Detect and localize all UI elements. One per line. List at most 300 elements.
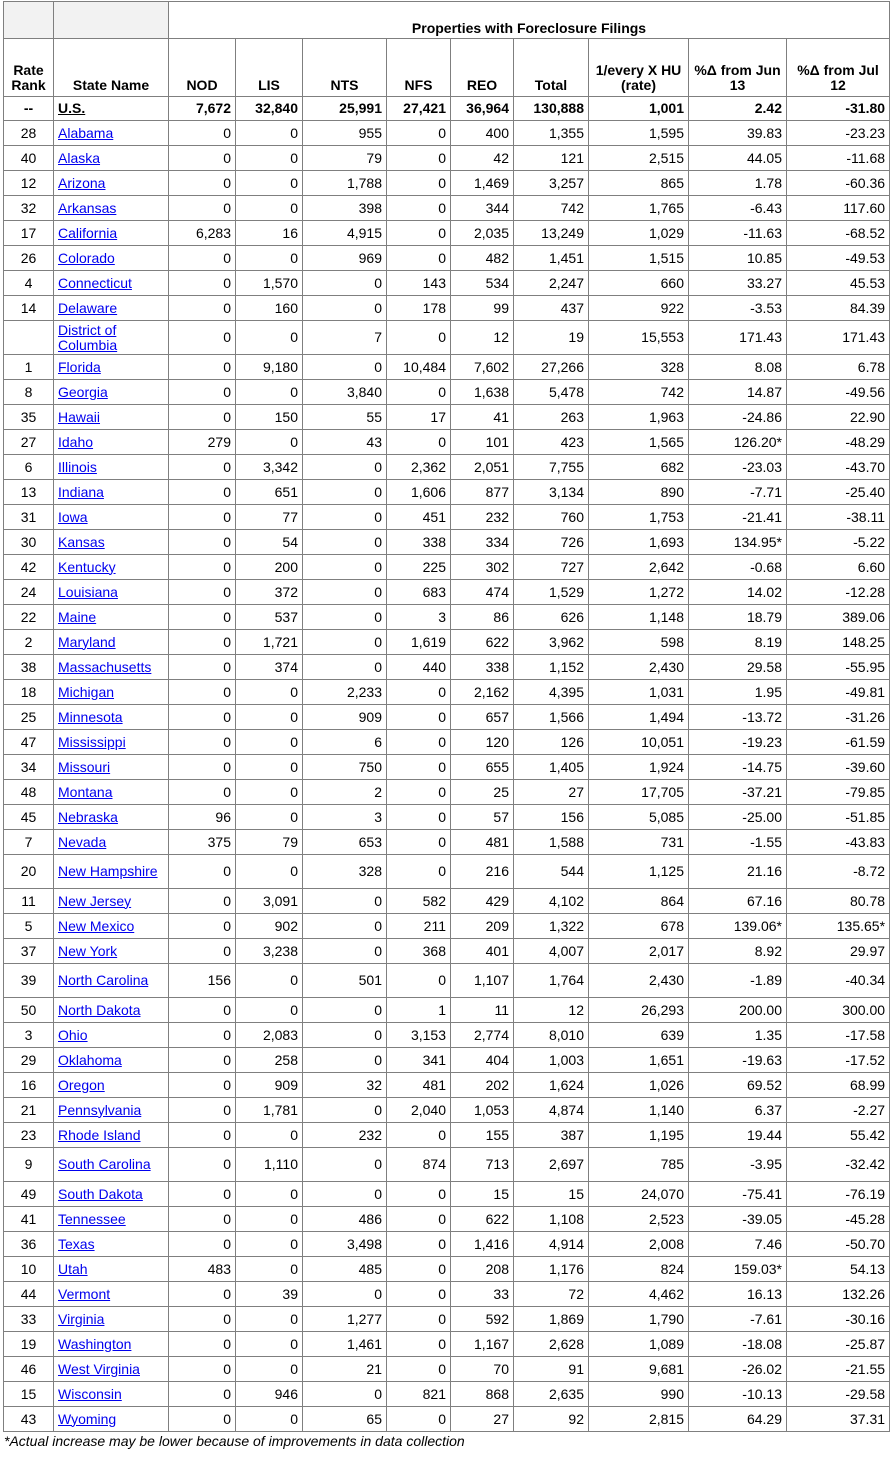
cell-state bbox=[54, 246, 169, 271]
cell-change-month: -1.89 bbox=[689, 964, 787, 998]
state-link[interactable]: Mississippi bbox=[58, 733, 126, 750]
state-link[interactable]: South Dakota bbox=[58, 1185, 143, 1202]
cell-change-month: 39.83 bbox=[689, 121, 787, 146]
cell-nod: 0 bbox=[169, 730, 236, 755]
cell-rate: 890 bbox=[589, 480, 689, 505]
table-row bbox=[4, 405, 890, 430]
state-link[interactable]: Texas bbox=[58, 1235, 95, 1252]
cell-total: 19 bbox=[514, 321, 589, 355]
state-link[interactable]: Illinois bbox=[58, 458, 97, 475]
state-link[interactable]: North Carolina bbox=[58, 972, 149, 988]
cell-nod: 0 bbox=[169, 1148, 236, 1182]
state-link[interactable]: Maine bbox=[58, 608, 97, 625]
table-row bbox=[4, 805, 890, 830]
cell-total: 544 bbox=[514, 855, 589, 889]
state-link[interactable]: Arkansas bbox=[58, 199, 117, 216]
cell-lis: 0 bbox=[236, 998, 303, 1023]
cell-state bbox=[54, 405, 169, 430]
cell-nod: 375 bbox=[169, 830, 236, 855]
state-link[interactable]: Kansas bbox=[58, 533, 105, 550]
col-header-change-month: %Δ from Jun 13 bbox=[689, 39, 787, 97]
table-row bbox=[4, 1307, 890, 1332]
cell-rank: 1 bbox=[4, 355, 54, 380]
cell-reo: 868 bbox=[451, 1382, 514, 1407]
cell-lis: 3,238 bbox=[236, 939, 303, 964]
cell-change-year: -21.55 bbox=[787, 1357, 890, 1382]
table-row bbox=[4, 630, 890, 655]
state-link[interactable]: District of Columbia bbox=[58, 321, 118, 353]
us-state-link[interactable]: U.S. bbox=[58, 100, 86, 116]
cell-rank: 2 bbox=[4, 630, 54, 655]
cell-nfs: 0 bbox=[387, 1307, 451, 1332]
cell-nfs: 821 bbox=[387, 1382, 451, 1407]
cell-nod: 0 bbox=[169, 1332, 236, 1357]
cell-total: 2,628 bbox=[514, 1332, 589, 1357]
state-link[interactable]: California bbox=[58, 224, 118, 241]
foreclosure-table bbox=[3, 1, 890, 1432]
cell-nod: 0 bbox=[169, 405, 236, 430]
cell-total: 15 bbox=[514, 1182, 589, 1207]
cell-nod: 0 bbox=[169, 1407, 236, 1432]
cell-rate: 639 bbox=[589, 1023, 689, 1048]
cell-state bbox=[54, 271, 169, 296]
cell-nod: 0 bbox=[169, 914, 236, 939]
cell-nts: 398 bbox=[303, 196, 387, 221]
cell-total: 1,529 bbox=[514, 580, 589, 605]
cell-change-month: 1.95 bbox=[689, 680, 787, 705]
cell-rate: 824 bbox=[589, 1257, 689, 1282]
cell-nts: 3 bbox=[303, 805, 387, 830]
cell-change-month: 1.78 bbox=[689, 171, 787, 196]
cell-state bbox=[54, 555, 169, 580]
cell-change-month: -6.43 bbox=[689, 196, 787, 221]
cell-change-month: 14.02 bbox=[689, 580, 787, 605]
cell-rate: 660 bbox=[589, 271, 689, 296]
cell-total: 1,869 bbox=[514, 1307, 589, 1332]
us-lis: 32,840 bbox=[236, 97, 303, 121]
cell-rank: 11 bbox=[4, 889, 54, 914]
cell-lis: 160 bbox=[236, 296, 303, 321]
cell-nts: 0 bbox=[303, 998, 387, 1023]
cell-nts: 65 bbox=[303, 1407, 387, 1432]
cell-lis: 77 bbox=[236, 505, 303, 530]
cell-state bbox=[54, 1148, 169, 1182]
cell-nfs: 0 bbox=[387, 121, 451, 146]
table-row bbox=[4, 1048, 890, 1073]
cell-total: 1,003 bbox=[514, 1048, 589, 1073]
cell-lis: 0 bbox=[236, 1123, 303, 1148]
cell-rate: 678 bbox=[589, 914, 689, 939]
us-total: 130,888 bbox=[514, 97, 589, 121]
cell-nts: 0 bbox=[303, 580, 387, 605]
table-row bbox=[4, 1148, 890, 1182]
cell-rate: 10,051 bbox=[589, 730, 689, 755]
cell-total: 387 bbox=[514, 1123, 589, 1148]
table-row bbox=[4, 705, 890, 730]
table-row bbox=[4, 455, 890, 480]
cell-reo: 401 bbox=[451, 939, 514, 964]
cell-nfs: 143 bbox=[387, 271, 451, 296]
cell-rank: 19 bbox=[4, 1332, 54, 1357]
cell-reo: 400 bbox=[451, 121, 514, 146]
cell-total: 742 bbox=[514, 196, 589, 221]
state-link[interactable]: Connecticut bbox=[58, 274, 132, 291]
state-link[interactable]: Oklahoma bbox=[58, 1051, 122, 1068]
state-link[interactable]: Virginia bbox=[58, 1310, 105, 1327]
cell-reo: 216 bbox=[451, 855, 514, 889]
us-change-month: 2.42 bbox=[689, 97, 787, 121]
table-row bbox=[4, 1098, 890, 1123]
cell-reo: 25 bbox=[451, 780, 514, 805]
state-link[interactable]: Louisiana bbox=[58, 583, 118, 600]
state-link[interactable]: Nebraska bbox=[58, 808, 118, 825]
cell-state bbox=[54, 221, 169, 246]
cell-change-month: 18.79 bbox=[689, 605, 787, 630]
cell-change-month: -37.21 bbox=[689, 780, 787, 805]
cell-state bbox=[54, 1332, 169, 1357]
cell-rate: 1,195 bbox=[589, 1123, 689, 1148]
cell-nod: 0 bbox=[169, 855, 236, 889]
cell-change-month: 21.16 bbox=[689, 855, 787, 889]
cell-lis: 0 bbox=[236, 380, 303, 405]
cell-change-year: 55.42 bbox=[787, 1123, 890, 1148]
us-nod: 7,672 bbox=[169, 97, 236, 121]
cell-change-year: -5.22 bbox=[787, 530, 890, 555]
cell-lis: 0 bbox=[236, 1257, 303, 1282]
cell-nfs: 0 bbox=[387, 221, 451, 246]
cell-rate: 731 bbox=[589, 830, 689, 855]
cell-total: 13,249 bbox=[514, 221, 589, 246]
cell-change-month: -7.61 bbox=[689, 1307, 787, 1332]
cell-lis: 0 bbox=[236, 121, 303, 146]
cell-rank: 23 bbox=[4, 1123, 54, 1148]
cell-state bbox=[54, 1257, 169, 1282]
state-link[interactable]: New York bbox=[58, 942, 118, 959]
table-row bbox=[4, 1073, 890, 1098]
cell-nts: 0 bbox=[303, 296, 387, 321]
state-link[interactable]: New Hampshire bbox=[58, 863, 158, 879]
cell-total: 263 bbox=[514, 405, 589, 430]
cell-state bbox=[54, 680, 169, 705]
cell-change-month: -14.75 bbox=[689, 755, 787, 780]
cell-state bbox=[54, 1023, 169, 1048]
cell-lis: 909 bbox=[236, 1073, 303, 1098]
cell-rate: 1,693 bbox=[589, 530, 689, 555]
cell-total: 27 bbox=[514, 780, 589, 805]
state-link[interactable]: West Virginia bbox=[58, 1360, 140, 1377]
cell-reo: 429 bbox=[451, 889, 514, 914]
cell-total: 12 bbox=[514, 998, 589, 1023]
cell-change-month: -10.13 bbox=[689, 1382, 787, 1407]
cell-lis: 0 bbox=[236, 246, 303, 271]
cell-state bbox=[54, 1382, 169, 1407]
cell-nts: 43 bbox=[303, 430, 387, 455]
cell-reo: 1,053 bbox=[451, 1098, 514, 1123]
cell-lis: 0 bbox=[236, 1407, 303, 1432]
cell-rate: 1,089 bbox=[589, 1332, 689, 1357]
cell-nfs: 874 bbox=[387, 1148, 451, 1182]
cell-nts: 55 bbox=[303, 405, 387, 430]
state-link[interactable]: Alaska bbox=[58, 149, 101, 166]
cell-nts: 955 bbox=[303, 121, 387, 146]
cell-nfs: 17 bbox=[387, 405, 451, 430]
cell-nfs: 0 bbox=[387, 855, 451, 889]
us-rank: -- bbox=[4, 97, 54, 121]
cell-nod: 0 bbox=[169, 1307, 236, 1332]
cell-nts: 653 bbox=[303, 830, 387, 855]
cell-rank: 3 bbox=[4, 1023, 54, 1048]
cell-nts: 2 bbox=[303, 780, 387, 805]
cell-reo: 877 bbox=[451, 480, 514, 505]
cell-nfs: 368 bbox=[387, 939, 451, 964]
us-total-row bbox=[4, 97, 890, 121]
cell-rank: 36 bbox=[4, 1232, 54, 1257]
cell-total: 1,355 bbox=[514, 121, 589, 146]
state-link[interactable]: Michigan bbox=[58, 683, 115, 700]
cell-total: 1,624 bbox=[514, 1073, 589, 1098]
cell-change-month: 69.52 bbox=[689, 1073, 787, 1098]
cell-rate: 864 bbox=[589, 889, 689, 914]
cell-nfs: 582 bbox=[387, 889, 451, 914]
cell-nod: 0 bbox=[169, 1073, 236, 1098]
cell-rank: 47 bbox=[4, 730, 54, 755]
table-row bbox=[4, 321, 890, 355]
cell-nfs: 0 bbox=[387, 1257, 451, 1282]
cell-rank: 24 bbox=[4, 580, 54, 605]
cell-change-month: -75.41 bbox=[689, 1182, 787, 1207]
cell-change-month: 19.44 bbox=[689, 1123, 787, 1148]
state-link[interactable]: New Mexico bbox=[58, 917, 135, 934]
cell-change-year: -12.28 bbox=[787, 580, 890, 605]
cell-total: 1,176 bbox=[514, 1257, 589, 1282]
cell-rank: 20 bbox=[4, 855, 54, 889]
cell-change-month: -0.68 bbox=[689, 555, 787, 580]
state-link[interactable]: Arizona bbox=[58, 174, 106, 191]
cell-state bbox=[54, 939, 169, 964]
us-rate: 1,001 bbox=[589, 97, 689, 121]
cell-lis: 0 bbox=[236, 755, 303, 780]
state-link[interactable]: Idaho bbox=[58, 433, 94, 450]
cell-reo: 2,774 bbox=[451, 1023, 514, 1048]
cell-lis: 0 bbox=[236, 1182, 303, 1207]
cell-nts: 1,788 bbox=[303, 171, 387, 196]
table-row bbox=[4, 889, 890, 914]
cell-change-year: -25.87 bbox=[787, 1332, 890, 1357]
cell-reo: 657 bbox=[451, 705, 514, 730]
header-blank-rank bbox=[4, 2, 54, 39]
cell-rate: 1,753 bbox=[589, 505, 689, 530]
cell-nts: 0 bbox=[303, 889, 387, 914]
cell-lis: 946 bbox=[236, 1382, 303, 1407]
cell-rank: 25 bbox=[4, 705, 54, 730]
cell-reo: 1,638 bbox=[451, 380, 514, 405]
table-row bbox=[4, 855, 890, 889]
cell-reo: 27 bbox=[451, 1407, 514, 1432]
cell-reo: 482 bbox=[451, 246, 514, 271]
cell-rate: 2,642 bbox=[589, 555, 689, 580]
cell-nts: 3,498 bbox=[303, 1232, 387, 1257]
cell-state bbox=[54, 1407, 169, 1432]
cell-reo: 101 bbox=[451, 430, 514, 455]
cell-change-year: -76.19 bbox=[787, 1182, 890, 1207]
cell-rate: 1,148 bbox=[589, 605, 689, 630]
cell-nfs: 0 bbox=[387, 964, 451, 998]
cell-change-year: -40.34 bbox=[787, 964, 890, 998]
cell-change-month: 126.20* bbox=[689, 430, 787, 455]
state-link[interactable]: Alabama bbox=[58, 124, 114, 141]
cell-rank: 5 bbox=[4, 914, 54, 939]
state-link[interactable]: Minnesota bbox=[58, 708, 123, 725]
cell-state bbox=[54, 1207, 169, 1232]
cell-nts: 0 bbox=[303, 655, 387, 680]
cell-nts: 0 bbox=[303, 271, 387, 296]
cell-change-month: -13.72 bbox=[689, 705, 787, 730]
cell-lis: 79 bbox=[236, 830, 303, 855]
cell-state bbox=[54, 505, 169, 530]
cell-rate: 2,430 bbox=[589, 655, 689, 680]
cell-state bbox=[54, 855, 169, 889]
cell-nod: 0 bbox=[169, 455, 236, 480]
state-link[interactable]: Massachusetts bbox=[58, 658, 152, 675]
cell-rate: 1,140 bbox=[589, 1098, 689, 1123]
table-row bbox=[4, 1182, 890, 1207]
cell-nod: 0 bbox=[169, 480, 236, 505]
cell-reo: 334 bbox=[451, 530, 514, 555]
cell-change-year: -50.70 bbox=[787, 1232, 890, 1257]
table-row bbox=[4, 755, 890, 780]
cell-reo: 481 bbox=[451, 830, 514, 855]
state-link[interactable]: Hawaii bbox=[58, 408, 101, 425]
cell-nts: 2,233 bbox=[303, 680, 387, 705]
foreclosure-report bbox=[3, 1, 889, 1449]
state-link[interactable]: Iowa bbox=[58, 508, 88, 525]
state-link[interactable]: Washington bbox=[58, 1335, 132, 1352]
cell-nod: 0 bbox=[169, 146, 236, 171]
state-link[interactable]: Montana bbox=[58, 783, 113, 800]
cell-nod: 0 bbox=[169, 555, 236, 580]
state-link[interactable]: Indiana bbox=[58, 483, 104, 500]
state-link[interactable]: Missouri bbox=[58, 758, 111, 775]
cell-nts: 0 bbox=[303, 939, 387, 964]
cell-total: 1,588 bbox=[514, 830, 589, 855]
cell-nfs: 0 bbox=[387, 1232, 451, 1257]
state-link[interactable]: Wisconsin bbox=[58, 1385, 122, 1402]
table-row bbox=[4, 655, 890, 680]
cell-state bbox=[54, 430, 169, 455]
table-row bbox=[4, 1123, 890, 1148]
cell-total: 1,451 bbox=[514, 246, 589, 271]
cell-lis: 0 bbox=[236, 680, 303, 705]
cell-nfs: 0 bbox=[387, 171, 451, 196]
cell-total: 726 bbox=[514, 530, 589, 555]
state-link[interactable]: Maryland bbox=[58, 633, 116, 650]
table-row bbox=[4, 730, 890, 755]
cell-rank: 33 bbox=[4, 1307, 54, 1332]
cell-nod: 0 bbox=[169, 246, 236, 271]
cell-change-year: -8.72 bbox=[787, 855, 890, 889]
cell-total: 156 bbox=[514, 805, 589, 830]
cell-change-month: 29.58 bbox=[689, 655, 787, 680]
state-link[interactable]: Pennsylvania bbox=[58, 1101, 142, 1118]
cell-rank: 27 bbox=[4, 430, 54, 455]
table-row bbox=[4, 780, 890, 805]
cell-state bbox=[54, 914, 169, 939]
table-row bbox=[4, 605, 890, 630]
cell-reo: 622 bbox=[451, 1207, 514, 1232]
state-link[interactable]: Georgia bbox=[58, 383, 108, 400]
cell-reo: 302 bbox=[451, 555, 514, 580]
col-header-change-year: %Δ from Jul 12 bbox=[787, 39, 890, 97]
cell-nfs: 341 bbox=[387, 1048, 451, 1073]
cell-nod: 0 bbox=[169, 355, 236, 380]
cell-nfs: 0 bbox=[387, 380, 451, 405]
state-link[interactable]: New Jersey bbox=[58, 892, 132, 909]
cell-rank: 26 bbox=[4, 246, 54, 271]
state-link[interactable]: Wyoming bbox=[58, 1410, 117, 1427]
cell-nfs: 178 bbox=[387, 296, 451, 321]
table-row bbox=[4, 505, 890, 530]
cell-lis: 372 bbox=[236, 580, 303, 605]
state-link[interactable]: Vermont bbox=[58, 1285, 111, 1302]
cell-state bbox=[54, 355, 169, 380]
state-link[interactable]: Kentucky bbox=[58, 558, 116, 575]
state-link[interactable]: Ohio bbox=[58, 1026, 88, 1043]
state-link[interactable]: Delaware bbox=[58, 299, 118, 316]
cell-rate: 15,553 bbox=[589, 321, 689, 355]
state-link[interactable]: Tennessee bbox=[58, 1210, 126, 1227]
cell-nod: 0 bbox=[169, 171, 236, 196]
state-link[interactable]: Colorado bbox=[58, 249, 115, 266]
cell-state bbox=[54, 380, 169, 405]
cell-nts: 232 bbox=[303, 1123, 387, 1148]
state-link[interactable]: Utah bbox=[58, 1260, 88, 1277]
state-link[interactable]: Florida bbox=[58, 358, 101, 375]
cell-rate: 2,523 bbox=[589, 1207, 689, 1232]
cell-change-year: 84.39 bbox=[787, 296, 890, 321]
cell-rate: 1,924 bbox=[589, 755, 689, 780]
cell-total: 1,322 bbox=[514, 914, 589, 939]
cell-change-month: 33.27 bbox=[689, 271, 787, 296]
cell-rank: 8 bbox=[4, 380, 54, 405]
cell-change-year: -23.23 bbox=[787, 121, 890, 146]
state-link[interactable]: North Dakota bbox=[58, 1001, 141, 1018]
cell-nfs: 0 bbox=[387, 1357, 451, 1382]
state-link[interactable]: Nevada bbox=[58, 833, 107, 850]
cell-nfs: 2,040 bbox=[387, 1098, 451, 1123]
cell-lis: 0 bbox=[236, 1232, 303, 1257]
cell-change-year: -38.11 bbox=[787, 505, 890, 530]
cell-rank: 12 bbox=[4, 171, 54, 196]
cell-nod: 0 bbox=[169, 296, 236, 321]
state-link[interactable]: Rhode Island bbox=[58, 1126, 141, 1143]
state-link[interactable]: South Carolina bbox=[58, 1156, 151, 1172]
table-row bbox=[4, 171, 890, 196]
col-header-nod: NOD bbox=[169, 39, 236, 97]
cell-state bbox=[54, 755, 169, 780]
table-row bbox=[4, 998, 890, 1023]
table-row bbox=[4, 580, 890, 605]
cell-lis: 0 bbox=[236, 146, 303, 171]
cell-change-year: -25.40 bbox=[787, 480, 890, 505]
cell-change-month: 14.87 bbox=[689, 380, 787, 405]
cell-nts: 32 bbox=[303, 1073, 387, 1098]
cell-rank: 34 bbox=[4, 755, 54, 780]
cell-reo: 41 bbox=[451, 405, 514, 430]
cell-reo: 209 bbox=[451, 914, 514, 939]
state-link[interactable]: Oregon bbox=[58, 1076, 105, 1093]
cell-nod: 0 bbox=[169, 655, 236, 680]
cell-change-month: -11.63 bbox=[689, 221, 787, 246]
